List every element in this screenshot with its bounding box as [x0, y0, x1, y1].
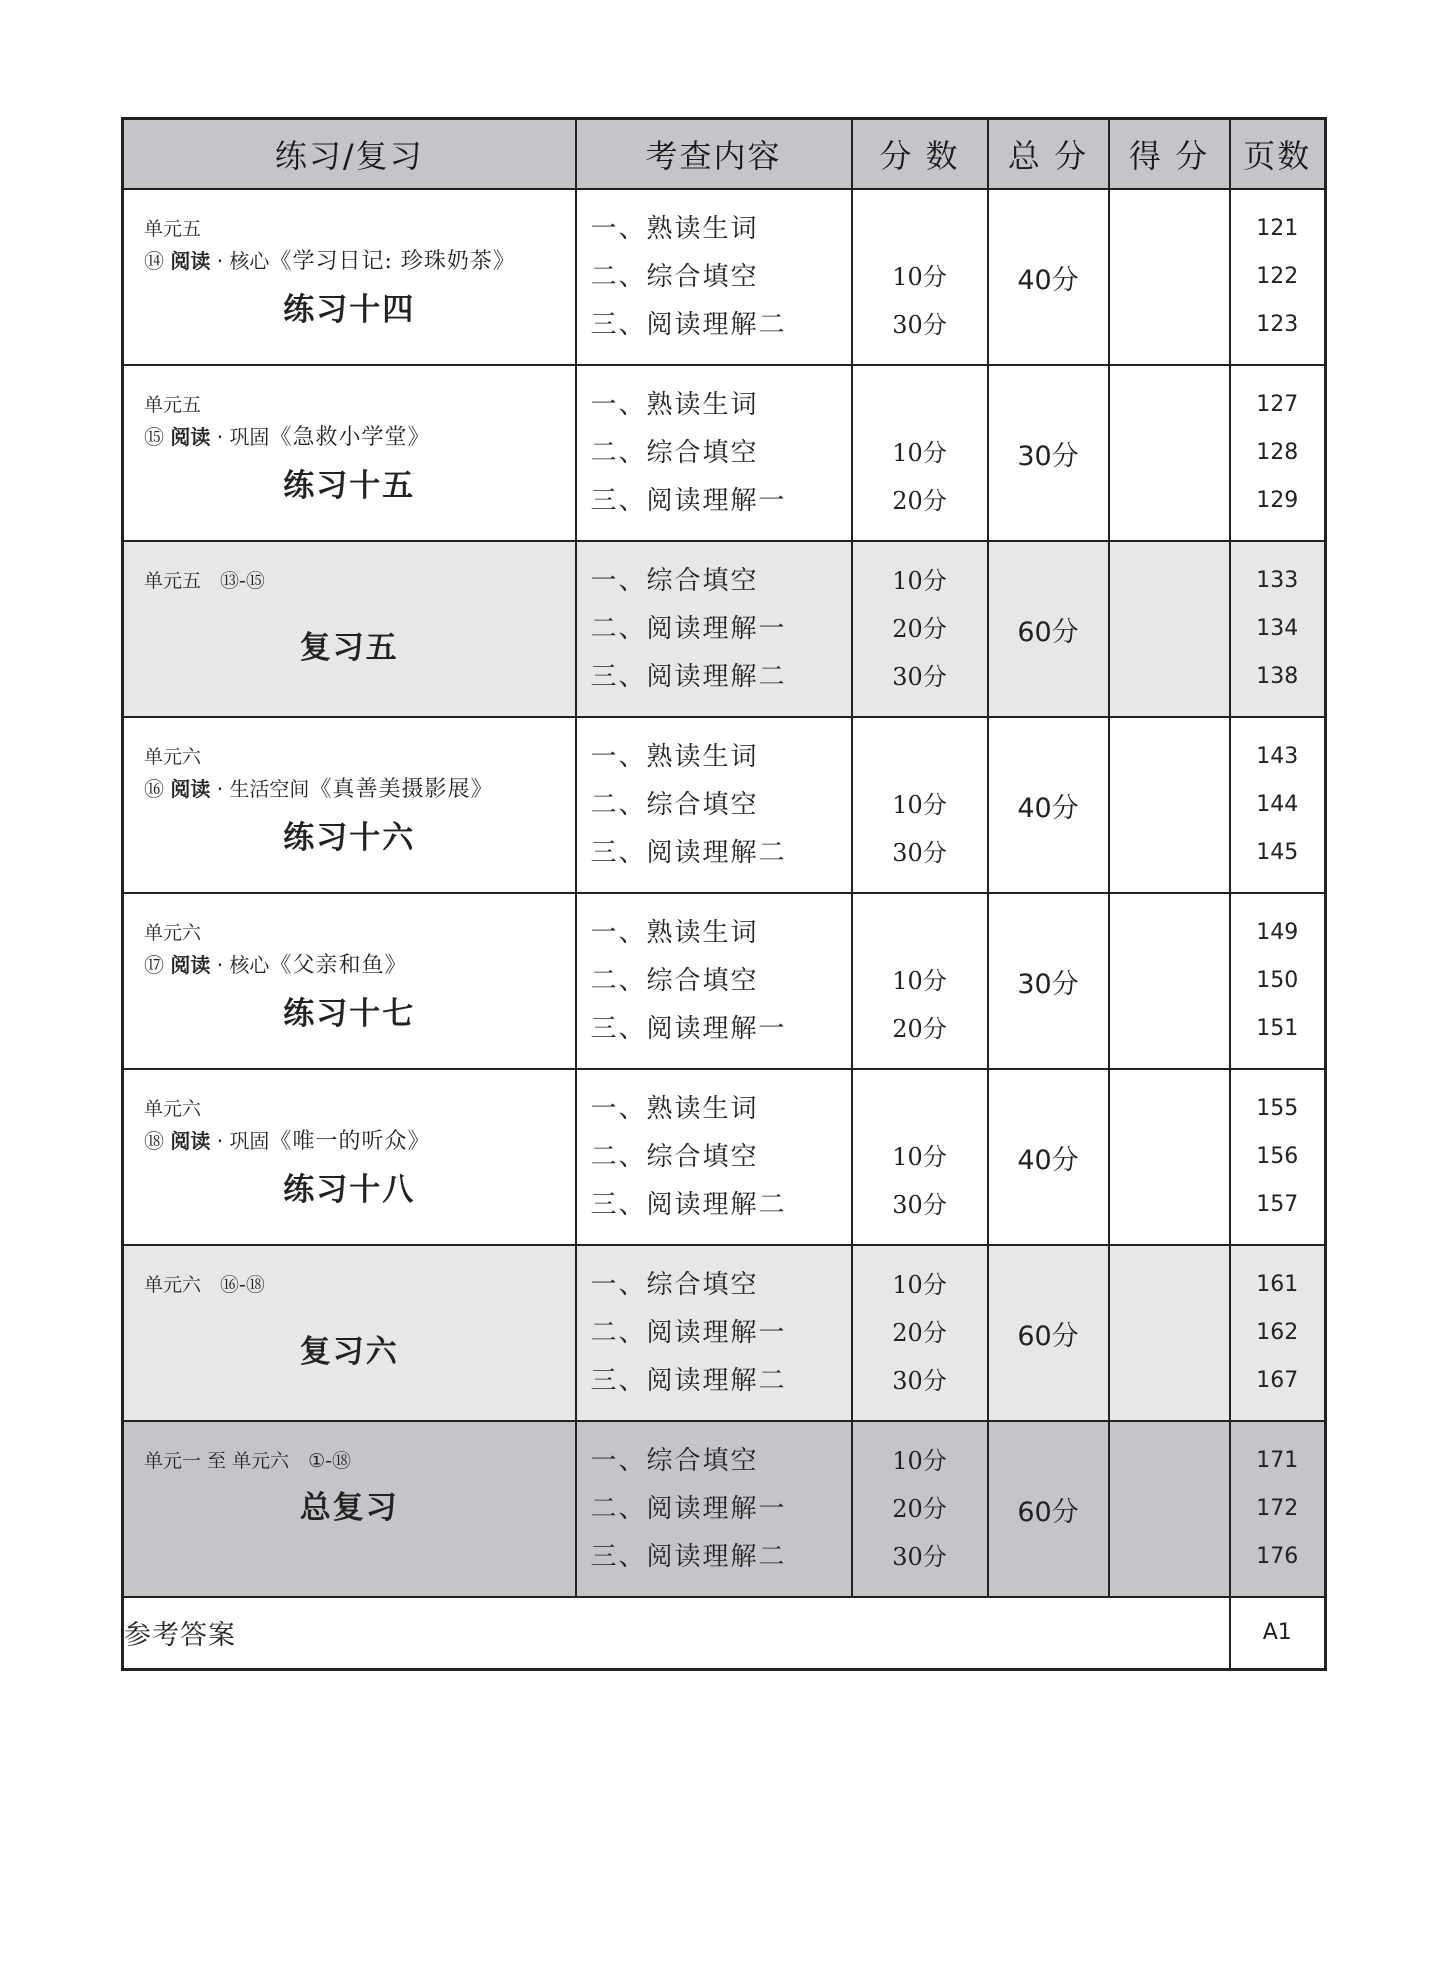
score-cell — [852, 717, 988, 893]
page-number: 143 — [1256, 744, 1299, 769]
score-value: 10分 — [892, 967, 947, 995]
page-number: 171 — [1256, 1448, 1299, 1473]
content-item: 一、综合填空 — [590, 566, 759, 596]
content-cell — [576, 1245, 852, 1421]
exercise-name: 复习六 — [299, 1334, 399, 1370]
exercise-name: 复习五 — [299, 630, 399, 666]
reading-label: 阅读 — [170, 1129, 211, 1153]
answer-page: A1 — [1230, 1597, 1326, 1669]
reading-tag: · 核心 — [216, 953, 270, 977]
exercise-cell — [123, 365, 576, 541]
score-value: 10分 — [892, 791, 947, 819]
total-cell: 30分 — [988, 365, 1109, 541]
content-item: 三、阅读理解一 — [590, 1014, 787, 1044]
exercise-name: 总复习 — [299, 1490, 399, 1526]
content-item: 二、综合填空 — [590, 790, 759, 820]
score-value — [853, 381, 987, 429]
content-item: 一、熟读生词 — [590, 742, 759, 772]
exercise-name: 练习十六 — [283, 820, 416, 856]
score-value — [853, 733, 987, 781]
page-number: 138 — [1256, 664, 1299, 689]
content-item: 三、阅读理解二 — [590, 1542, 787, 1572]
table-row — [123, 717, 1326, 893]
reading-number: ⑰ — [144, 953, 164, 977]
content-item: 三、阅读理解二 — [590, 1190, 787, 1220]
page-number: 155 — [1256, 1096, 1299, 1121]
exercise-name: 练习十五 — [283, 468, 416, 504]
score-value: 20分 — [892, 615, 947, 643]
unit-label: 单元六 — [144, 746, 202, 768]
reading-number: ⑯ — [144, 777, 164, 801]
header-total: 总 分 — [988, 119, 1109, 190]
score-cell — [852, 1245, 988, 1421]
reading-tag: · 核心 — [216, 249, 270, 273]
content-item: 三、阅读理解二 — [590, 1366, 787, 1396]
page-number: 123 — [1256, 312, 1299, 337]
earned-cell[interactable] — [1109, 1245, 1230, 1421]
page-number: 121 — [1256, 216, 1299, 241]
reading-book: 《学习日记: 珍珠奶茶》 — [269, 249, 516, 274]
table-row — [123, 365, 1326, 541]
pages-cell — [1230, 893, 1326, 1069]
earned-cell[interactable] — [1109, 1069, 1230, 1245]
unit-label: 单元一 至 单元六 ①-⑱ — [144, 1450, 351, 1472]
page-number: 149 — [1256, 920, 1299, 945]
content-cell — [576, 189, 852, 365]
content-item: 二、综合填空 — [590, 438, 759, 468]
answer-label: 参考答案 — [123, 1597, 1230, 1669]
header-row — [123, 119, 1326, 190]
content-item: 一、熟读生词 — [590, 214, 759, 244]
score-value: 30分 — [892, 1543, 947, 1571]
content-item: 一、熟读生词 — [590, 1094, 759, 1124]
page-number: 127 — [1256, 392, 1299, 417]
content-item: 二、综合填空 — [590, 262, 759, 292]
total-cell: 60分 — [988, 1245, 1109, 1421]
reading-label: 阅读 — [170, 777, 211, 801]
score-value: 30分 — [892, 1191, 947, 1219]
score-cell — [852, 365, 988, 541]
header-earned: 得 分 — [1109, 119, 1230, 190]
content-item: 一、综合填空 — [590, 1446, 759, 1476]
pages-cell — [1230, 1069, 1326, 1245]
exercise-cell — [123, 1069, 576, 1245]
reading-number: ⑮ — [144, 425, 164, 449]
reading-line — [144, 948, 407, 979]
content-item: 三、阅读理解二 — [590, 310, 787, 340]
score-value: 30分 — [892, 1367, 947, 1395]
unit-label: 单元五 — [144, 218, 202, 240]
reading-book: 《急救小学堂》 — [269, 425, 431, 450]
header-score: 分 数 — [852, 119, 988, 190]
unit-label: 单元六 — [144, 1098, 202, 1120]
table-row — [123, 1421, 1326, 1597]
content-cell — [576, 1421, 852, 1597]
content-item: 一、综合填空 — [590, 1270, 759, 1300]
header-exercise: 练习/复习 — [123, 119, 576, 190]
score-value: 10分 — [892, 263, 947, 291]
score-cell — [852, 541, 988, 717]
content-item: 三、阅读理解一 — [590, 486, 787, 516]
reading-tag: · 生活空间 — [216, 777, 310, 801]
reading-tag: · 巩固 — [216, 425, 270, 449]
page-number: 161 — [1256, 1272, 1299, 1297]
page-number: 134 — [1256, 616, 1299, 641]
score-value: 20分 — [892, 1319, 947, 1347]
total-cell: 60分 — [988, 1421, 1109, 1597]
reading-label: 阅读 — [170, 249, 211, 273]
header-content: 考查内容 — [576, 119, 852, 190]
score-cell — [852, 893, 988, 1069]
page-number: 133 — [1256, 568, 1299, 593]
content-cell — [576, 717, 852, 893]
score-value: 10分 — [892, 1271, 947, 1299]
earned-cell[interactable] — [1109, 541, 1230, 717]
pages-cell — [1230, 189, 1326, 365]
reading-number: ⑱ — [144, 1129, 164, 1153]
score-value — [853, 1085, 987, 1133]
page-number: 151 — [1256, 1016, 1299, 1041]
score-value: 30分 — [892, 311, 947, 339]
score-value: 30分 — [892, 663, 947, 691]
content-cell — [576, 893, 852, 1069]
table-row — [123, 893, 1326, 1069]
exercise-cell — [123, 717, 576, 893]
score-cell — [852, 189, 988, 365]
earned-cell[interactable] — [1109, 189, 1230, 365]
page-number: 172 — [1256, 1496, 1299, 1521]
exercise-name: 练习十四 — [283, 292, 416, 328]
unit-label: 单元五 — [144, 394, 202, 416]
page-number: 122 — [1256, 264, 1299, 289]
content-item: 一、熟读生词 — [590, 390, 759, 420]
score-value — [853, 909, 987, 957]
page-number: 167 — [1256, 1368, 1299, 1393]
content-item: 二、阅读理解一 — [590, 1494, 787, 1524]
exercise-cell — [123, 1421, 576, 1597]
pages-cell — [1230, 365, 1326, 541]
exercise-cell — [123, 893, 576, 1069]
exercise-name: 练习十八 — [283, 1172, 416, 1208]
table-row — [123, 189, 1326, 365]
total-cell: 30分 — [988, 893, 1109, 1069]
content-cell — [576, 365, 852, 541]
page-number: 128 — [1256, 440, 1299, 465]
table-row — [123, 1069, 1326, 1245]
total-cell: 40分 — [988, 717, 1109, 893]
page-number: 144 — [1256, 792, 1299, 817]
unit-label: 单元五 ⑬-⑮ — [144, 570, 265, 592]
score-cell — [852, 1421, 988, 1597]
content-item: 三、阅读理解二 — [590, 662, 787, 692]
score-value — [853, 205, 987, 253]
reading-book: 《唯一的听众》 — [269, 1129, 431, 1154]
reading-tag: · 巩固 — [216, 1129, 270, 1153]
exercise-cell — [123, 189, 576, 365]
score-value: 20分 — [892, 487, 947, 515]
pages-cell — [1230, 717, 1326, 893]
content-cell — [576, 541, 852, 717]
page-number: 150 — [1256, 968, 1299, 993]
total-cell: 40分 — [988, 189, 1109, 365]
pages-cell — [1230, 541, 1326, 717]
unit-label: 单元六 ⑯-⑱ — [144, 1274, 265, 1296]
earned-cell[interactable] — [1109, 1421, 1230, 1597]
reading-line — [144, 420, 430, 451]
score-value: 10分 — [892, 567, 947, 595]
header-pages: 页数 — [1230, 119, 1326, 190]
pages-cell — [1230, 1421, 1326, 1597]
content-item: 二、阅读理解一 — [590, 1318, 787, 1348]
score-value: 30分 — [892, 839, 947, 867]
reading-line — [144, 1124, 430, 1155]
reading-label: 阅读 — [170, 953, 211, 977]
page-number: 145 — [1256, 840, 1299, 865]
exercise-cell — [123, 1245, 576, 1421]
earned-cell[interactable] — [1109, 893, 1230, 1069]
reading-line — [144, 244, 516, 275]
table-row — [123, 541, 1326, 717]
score-value: 20分 — [892, 1495, 947, 1523]
page-number: 176 — [1256, 1544, 1299, 1569]
total-cell: 60分 — [988, 541, 1109, 717]
page-number: 156 — [1256, 1144, 1299, 1169]
exercise-name: 练习十七 — [283, 996, 416, 1032]
total-cell: 40分 — [988, 1069, 1109, 1245]
earned-cell[interactable] — [1109, 717, 1230, 893]
content-item: 一、熟读生词 — [590, 918, 759, 948]
score-value: 10分 — [892, 1447, 947, 1475]
pages-cell — [1230, 1245, 1326, 1421]
reading-line — [144, 772, 493, 803]
content-item: 二、综合填空 — [590, 966, 759, 996]
exercise-cell — [123, 541, 576, 717]
score-cell — [852, 1069, 988, 1245]
score-value: 20分 — [892, 1015, 947, 1043]
table-row — [123, 1245, 1326, 1421]
reading-book: 《真善美摄影展》 — [309, 777, 494, 802]
content-item: 三、阅读理解二 — [590, 838, 787, 868]
reading-label: 阅读 — [170, 425, 211, 449]
score-value: 10分 — [892, 1143, 947, 1171]
content-item: 二、阅读理解一 — [590, 614, 787, 644]
page-number: 162 — [1256, 1320, 1299, 1345]
reading-number: ⑭ — [144, 249, 164, 273]
unit-label: 单元六 — [144, 922, 202, 944]
reading-book: 《父亲和鱼》 — [269, 953, 408, 978]
content-item: 二、综合填空 — [590, 1142, 759, 1172]
page-number: 157 — [1256, 1192, 1299, 1217]
page-number: 129 — [1256, 488, 1299, 513]
content-cell — [576, 1069, 852, 1245]
toc-table — [121, 117, 1327, 1671]
earned-cell[interactable] — [1109, 365, 1230, 541]
score-value: 10分 — [892, 439, 947, 467]
answer-row — [123, 1597, 1326, 1669]
